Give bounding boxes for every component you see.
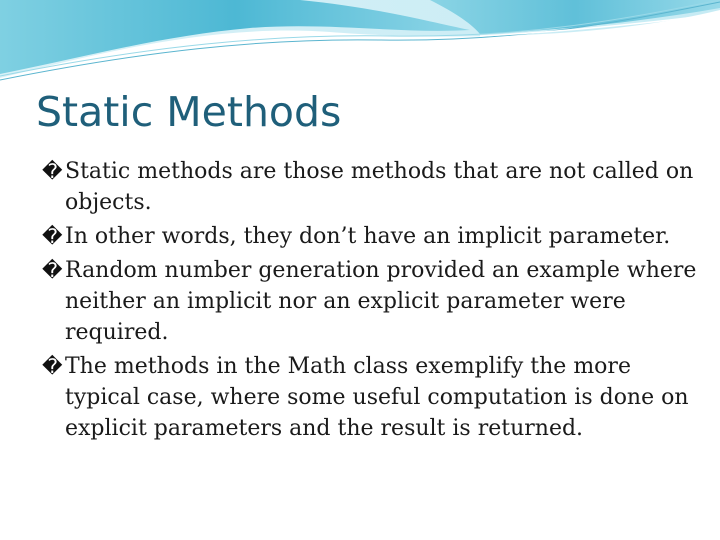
bullet-list [42, 156, 702, 447]
bullet-text: The methods in the Math class exemplify the more typical case, where some useful computation is done on explicit parameters and the result is returned. [65, 354, 689, 441]
bullet-glyph-icon: � [42, 224, 63, 248]
bullet-item [42, 221, 702, 252]
bullet-text: Random number generation provided an example where neither an implicit nor an explicit parameter were required. [65, 258, 697, 345]
slide-title: Static Methods [36, 88, 342, 136]
bullet-item [42, 156, 702, 218]
bullet-item [42, 255, 702, 348]
bullet-glyph-icon: � [42, 159, 63, 183]
bullet-glyph-icon: � [42, 258, 63, 282]
bullet-text: Static methods are those methods that are not called on objects. [65, 159, 694, 215]
bullet-item [42, 351, 702, 444]
bullet-text: In other words, they don’t have an implicit parameter. [65, 224, 671, 249]
bullet-glyph-icon: � [42, 354, 63, 378]
header-wave-decoration [0, 0, 720, 90]
